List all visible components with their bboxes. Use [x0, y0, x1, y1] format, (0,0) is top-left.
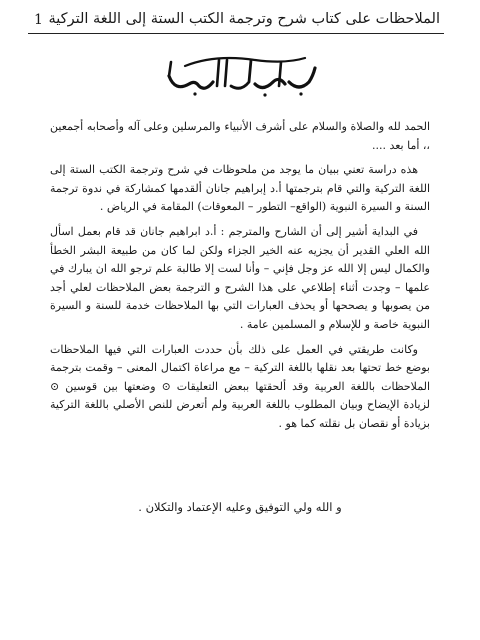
paragraph-method: وكانت طريقتي في العمل على ذلك بأن حددت العبارات التي فيها الملاحظات بوضع خط تحتها بعد نقلها باللغة التركية – مع مراعاة اكتمال المعنى – وقمت بترجمة الملاحظات باللغة العربية وقد ألحقتها ببعض التعليقات ⊙ وضعتها بين قوسين ⊙ لزيادة الإيضاح وبيان المطلوب باللغة العربية ولم أتعرض للنص الأصلي باللغة التركية بزيادة أو نقصان بل نقلته كما هو . — [50, 342, 430, 430]
basmala-calligraphy-icon — [155, 52, 325, 100]
page-number: 1 — [34, 12, 43, 28]
body-text — [50, 118, 430, 434]
closing-line: و الله ولي التوفيق وعليه الإعتماد والتكلان . — [138, 500, 342, 514]
header-divider — [28, 33, 444, 34]
basmala-calligraphy — [0, 52, 480, 102]
paragraph-study-intro: هذه دراسة تعني ببيان ما يوجد من ملحوظات في شرح وترجمة الكتب الستة إلى اللغة التركية والتي قام بترجمتها أ.د إبراهيم جانان ألقدمها كمشاركة في ندوة ترجمة السنة و السيرة النبوية (الواقع– التطور – المعوقات) المقامة في الرياض . — [50, 163, 430, 214]
paragraph-opening: الحمد لله والصلاة والسلام على أشرف الأنبياء والمرسلين وعلى آله وأصحابه أجمعين ،، أما بعد .... — [50, 120, 430, 152]
paragraph-translator-note: في البداية أشير إلى أن الشارح والمترجم : أ.د ابراهيم جانان قد قام بعمل اسأل الله العلي القدير أن يجزيه عنه الخير الجزاء ولكن لما كان من طبيعة البشر الخطأ والكمال ليس إلا الله عز وجل فإني – وأنا لست إلا طالبة علم ترجو الله ان يبارك في علمها – وجدت أثناء إطلاعي على هذا الشرح و الترجمة بعض الملاحظات لعلي أجد من يصوبها و يصححها أو يحذف العبارات التي بها الملاحظات خدمة للسنة و السيرة النبوية خاصة و للإسلام و المسلمين عامة . — [50, 224, 430, 331]
running-header-title: الملاحظات على كتاب شرح وترجمة الكتب الستة إلى اللغة التركية — [48, 11, 440, 27]
